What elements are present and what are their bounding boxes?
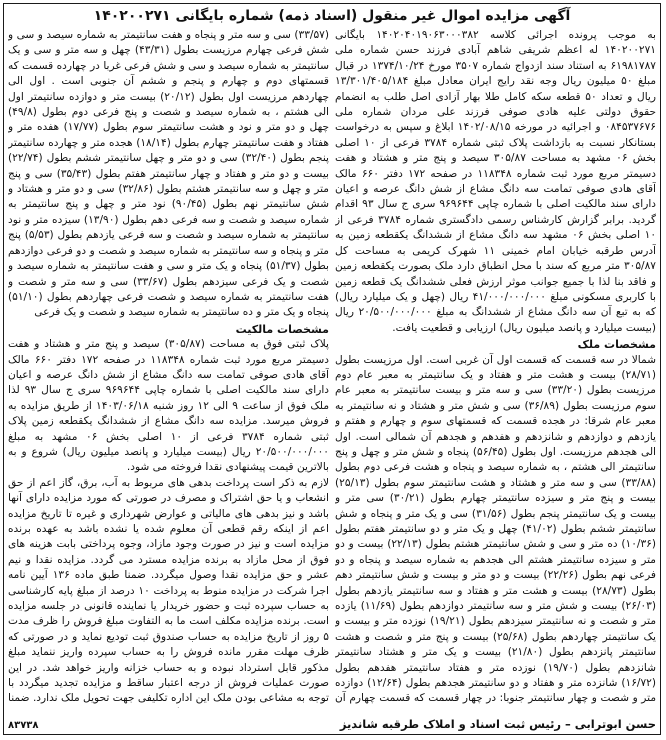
signature: حسن ابوترابی – رئیس ثبت اسناد و املاک طرقبه شاندیز bbox=[339, 717, 656, 731]
left-column bbox=[8, 28, 329, 708]
notice-frame bbox=[3, 3, 661, 735]
ownership-paragraph: پلاک ثبتی فوق به مساحت (۳۰۵/۸۷) سیصد و پنج متر و هشتاد و هفت دسیمتر مربع مورد ثبت شماره ۱۱۸۳۴۸ در صفحه ۱۷۲ دفتر ۶۶۰ مالک آقای هادی صوفی تمامت سه دانگ مشاع از شش دانگ عرصه و اعیان دارای سند مالکیت اصلی با شماره چاپی ۹۶۹۶۴۴ سری ج سال ۹۳ لذا ملک فوق از ساعت ۹ الی ۱۲ روز شنبه ۱۴۰۳/۰۶/۱۸ از طریق مزایده به فروش میرسد. مزایده سه دانگ مشاع از ششدانگ یکقطعه زمین پلاک ثبتی شماره ۳۷۸۴ فرعی از ۱۰ اصلی بخش ۰۶ مشهد به مبلغ ۲۰/۵۰۰/۰۰۰/۰۰۰ ریال (بیست میلیارد و پانصد میلیون ریال) شروع و به بالاترین قیمت پیشنهادی نقدا فروخته می شود. bbox=[8, 338, 329, 474]
notice-columns bbox=[8, 28, 656, 708]
notice-footer bbox=[8, 710, 656, 731]
conditions-paragraph: لازم به ذکر است پرداخت بدهی های مربوط به آب، برق، گاز اعم از حق انشعاب و یا حق اشتراک و مصرف در صورتی که مورد مزایده دارای آنها باشد و نیز بدهی های مالیاتی و عوارض شهرداری و غیره تا تاریخ مزایده اعم از اینکه رقم قطعی آن معلوم شده یا نشده باشد به عهده برنده مزایده است و نیز در صورت وجود مازاد، وجوه پرداختی بابت هزینه های فوق از محل مازاد به برنده مزایده مسترد می گردد. مزایده نقدا و نیم عشر و حق مزایده نقدا وصول میگردد. ضمنا طبق ماده ۱۳۶ آیین نامه اجرا شرکت در مزایده منوط به پرداخت ۱۰ درصد از مبلغ پایه کارشناسی به حساب سپرده ثبت و حضور خریدار یا نماینده قانونی در جلسه مزایده است. برنده مزایده مکلف است ما به التفاوت مبلغ فروش را ظرف مدت ۵ روز از تاریخ مزایده به حساب صندوق ثبت تودیع نماید و در صورتی که ظرف مهلت مقرر مانده فروش را به حساب سپرده واریز ننماید مبلغ مذکور قابل استرداد نبوده و به حساب خزانه واریز خواهد شد. در این صورت عملیات فروش از درجه اعتبار ساقط و مزایده تجدید میگردد با توجه به مشاعی بودن ملک این اداره تکلیفی جهت تحویل ملک ندارد. ضمنا bbox=[8, 476, 329, 705]
reference-number: ۸۳۷۳۸ bbox=[8, 720, 39, 731]
boundaries-continued: (۳۳/۵۷) سی و سه متر و پنجاه و هفت سانتیمتر به شماره سیصد و سی و شش فرعی چهارم مرزیست بطول (۴۳/۳۱) چهل و سه متر و سی و یک سانتیمتر به شماره سیصد و سی و شش فرعی غربا در چهارده قسمت که قسمتهای دوم و چهارم و پنجم و ششم آن جنوبی است . اول الی چهاردهم مرزیست اول بطول (۲۰/۱۲) بیست متر و دوازده سانتیمتر اول الی هشتم ، به شماره سیصد و شصت و پنج فرعی دوم بطول (۴۹/۸) چهل و دو متر و نود و هشت سانتیمتر سوم بطول (۱۷/۷۷) هفده متر و هفتاد و هفت سانتیمتر چهارم بطول (۱۸/۱۴) هجده متر و چهارده سانتیمتر پنجم بطول (۳۲/۴۰) سی و دو متر و چهل سانتیمتر ششم بطول (۲۲/۷۴) بیست و دو متر و هفتاد و چهار سانتیمتر هفتم بطول (۳۵/۴۳) سی و پنج متر و چهل و سه سانتیمتر هشتم بطول (۳۲/۸۶) سی و دو متر و هشتاد و شش سانتیمتر نهم بطول (۹۰/۴۵) نود متر و چهل و پنج سانتیمتر به شماره سیصد و شصت و سه فرعی دهم بطول (۱۳/۹۰) سیزده متر و نود سانتیمتر به شماره سیصد و شصت و سه فرعی یازدهم بطول (۵/۵۳) پنج متر و پنجاه و سه سانتیمتر به شماره سیصد و شصت و دو فرعی دوازدهم بطول (۵۱/۳۷) پنجاه و یک متر و سی و هفت سانتیمتر به شماره سیصد و شصت و یک فرعی سیزدهم بطول (۳۳/۶۷) سی و سه متر و شصت و هفت سانتیمتر به شماره سیصد و شصت فرعی چهاردهم بطول (۵۱/۱۰) پنجاه و یک متر و ده سانتیمتر به شماره سیصد و شصت و یک فرعی bbox=[8, 29, 329, 319]
right-column bbox=[335, 28, 656, 708]
notice-title: آگهی مزایده اموال غیر منقول (اسناد ذمه) شماره بایگانی ۱۴۰۲۰۰۲۷۱ bbox=[93, 8, 571, 24]
ownership-heading: مشخصات مالکیت bbox=[235, 322, 329, 336]
intro-paragraph: به موجب پرونده اجرائی کلاسه ۱۴۰۲۰۴۰۱۹۰۶۳۰۰۰۳۸۲ بایگانی ۱۴۰۲۰۰۲۷۱ له اعظم شریفی شاهم آبادی فرزند حسن شماره ملی ۶۱۹۸۱۷۸۷ به استناد سند ازدواج شماره ۳۵۰۷ مورخ ۱۳۷۴/۱۰/۲۴ در قبال مبلغ ۵۰ میلیون ریال وجه نقد رایج ایران معادل مبلغ ۱۳/۳۰۱/۴۰۵/۱۸۴ ریال و تعداد ۵۰ قطعه سکه کامل طلا بهار آزادی اصل طلب به انضمام حقوق دولتی علیه هادی صوفی فرزند علی مردان شماره ملی ۰۸۴۵۳۷۶۷۶ و اجرائیه در مورخه ۱۴۰۲/۰۸/۱۵ ابلاغ و سپس به درخواست بستانکار نسبت به بازداشت پلاک ثبتی شماره ۳۷۸۴ فرعی از ۱۰ اصلی بخش ۰۶ مشهد به مساحت ۳۰۵/۸۷ سیصد و پنج متر و هشتاد و هفت دسیمتر مربع مورد ثبت شماره ۱۱۸۳۴۸ در صفحه ۱۷۲ دفتر ۶۶۰ مالک آقای هادی صوفی تمامت سه دانگ مشاع از شش دانگ عرصه و اعیان دارای سند مالکیت اصلی با شماره چاپی ۹۶۹۶۴۴ سری ج سال ۹۳ اقدام گردید. برابر گزارش کارشناس رسمی دادگستری شماره ۳۷۸۴ فرعی از ۱۰ اصلی بخش ۰۶ مشهد سه دانگ مشاع از ششدانگ یکقطعه زمین به آدرس طرقبه خیابان امام خمینی ۱۱ شهرک کریمی به مساحت کل ۳۰۵/۸۷ متر مربع که سند با محل انطباق دارد ملک بصورت یکقطعه زمین و فاقد بنا لذا با جمیع جوانب موثر ارزش فعلی ششدانگ یک قطعه زمین با کاربری مسکونی مبلغ ۴۱/۰۰۰/۰۰۰/۰۰۰ ریال (چهل و یک میلیارد ریال) که به تبع آن سه دانگ مشاع از ششدانگ به مبلغ ۲۰/۵۰۰/۰۰۰/۰۰۰ ریال (بیست میلیارد و پانصد میلیون ریال) ارزیابی و قطعیت یافت. bbox=[335, 29, 656, 334]
boundaries-paragraph: شمالا در سه قسمت که قسمت اول آن غربی است. اول مرزیست بطول (۲۸/۷۱) بیست و هشت متر و هفتاد و یک سانتیمتر به معبر عام دوم مرزیست بطول (۳۳/۲۰) سی و سه متر و بیست سانتیمتر به معبر عام سوم مرزیست بطول (۳۶/۸۹) سی و شش متر و هشتاد و نه سانتیمتر به معبر عام شرقا: در هجده قسمت که قسمتهای سوم و چهارم و هفتم و یازدهم و دوازدهم و شانزدهم و هفدهم و هجدهم آن شمالی است. اول الی هجدهم مرزیست. اول بطول (۵۶/۴۵) پنجاه و شش متر و چهل و پنج سانتیمتر الی هشتم ، به شماره سیصد و پنجاه و هشت فرعی دوم بطول (۳۳/۸۸) سی و سه متر و هشتاد و هشت سانتیمتر سوم بطول (۲۵/۱۳) بیست و پنج متر و سیزده سانتیمتر چهارم بطول (۳۰/۲۱) سی متر و بیست و یک سانتیمتر پنجم بطول (۳۱/۵۶) سی و یک متر و پنجاه و شش سانتیمتر ششم بطول (۴۱/۰۲) چهل و یک متر و دو سانتیمتر هفتم بطول (۱۰/۳۶) ده متر و سی و شش سانتیمتر هشتم بطول (۲۲/۱۳) بیست و دو متر و سیزده سانتیمتر هشتم الی هجدهم به شماره سیصد و پنجاه و دو فرعی نهم بطول (۲۲/۲۶) بیست و دو متر و بیست و شش سانتیمتر دهم بطول (۲۸/۷۳) بیست و هشت متر و هفتاد و سه سانتیمتر یازدهم بطول (۲۶/۰۳) بیست و شش متر و سه سانتیمتر دوازدهم بطول (۱۱/۶۹) یازده متر و شصت و نه سانتیمتر سیزدهم بطول (۱۹/۲۱) نوزده متر و بیست و یک سانتیمتر چهاردهم بطول (۲۵/۶۸) بیست و پنج متر و شصت و هشت سانتیمتر پانزدهم بطول (۲۱/۸۰) بیست و یک متر و هشتاد سانتیمتر شانزدهم بطول (۱۹/۷۰) نوزده متر و هفتاد سانتیمتر هفدهم بطول (۱۶/۷۲) شانزده متر و هفتاد و دو سانتیمتر هجدهم بطول (۱۲/۶۴) دوازده متر و شصت و چهار سانتیمتر جنوبا: در چهار قسمت که قسمت چهارم آن bbox=[335, 353, 656, 705]
boundaries-heading: مشخصات ملک bbox=[577, 338, 656, 352]
